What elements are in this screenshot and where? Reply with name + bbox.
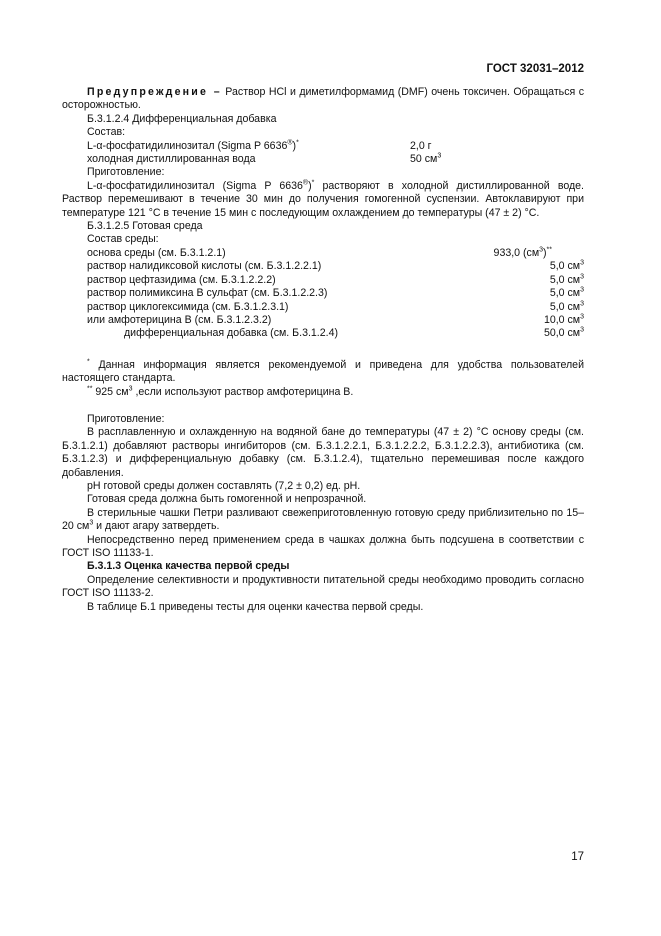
medium-row-name: дифференциальная добавка (см. Б.3.1.2.4) xyxy=(124,327,338,340)
footnote-2: ** 925 $см^3$ ,если используют раствор амфотерицина В. xyxy=(87,385,354,398)
ph-paragraph: pH готовой среды должен составлять (7,2 ± 0,2) ед. pH. xyxy=(87,479,361,492)
medium-row xyxy=(62,260,584,273)
warning-label: Предупреждение – xyxy=(87,86,222,98)
medium-row-name: раствор циклогексимида (см. Б.3.1.2.3.1) xyxy=(87,300,289,313)
medium-row-value: 5,0 $см^3$ xyxy=(549,273,584,286)
medium-row xyxy=(62,247,584,260)
medium-row xyxy=(62,327,584,340)
supplement-preparation-text: L-α-фосфатидилинозитал (Sigma P 6636®)* растворяют в холодной дистиллированной воде. Раствор перемешивают в течение 30 мин до получения гомогенной суспензии. Автоклавируют при температуре 121 °С в течение 15 мин с последующим охлаждением до температуры (47 ± 2) °С. xyxy=(62,179,584,219)
petri-paragraph: В стерильные чашки Петри разливают свежеприготовленную готовую среду приблизительно по 15–20 $см^3$ и дают агару затвердеть. xyxy=(62,506,584,533)
footnote-1: * Данная информация является рекомендуемой и приведена для удобства пользователей настоящего стандарта. xyxy=(62,358,584,385)
composition-item-value: 50 $см^3$ xyxy=(410,152,442,166)
supplement-preparation-label: Приготовление: xyxy=(87,166,165,179)
preparation-paragraph: В расплавленную и охлажденную на водяной бане до температуры (47 ± 2) °С основу среды (см. Б.3.1.2.1) добавляют растворы ингибиторов (см. Б.3.1.2.2.1, Б.3.1.2.2.2, Б.3.1.2.2.3), антибиотика (см. Б.3.1.2.3) и дифференциальную добавку (см. Б.3.1.2.4), тщательно перемешивая после каждого добавления. xyxy=(62,426,584,479)
composition-item xyxy=(62,140,584,153)
ready-medium-composition-label: Состав среды: xyxy=(87,233,159,246)
spacer xyxy=(62,341,584,359)
medium-row-name: или амфотерицина В (см. Б.3.1.2.3.2) xyxy=(87,313,272,326)
medium-row xyxy=(62,314,584,327)
spacer xyxy=(62,399,584,413)
medium-row-name: раствор цефтазидима (см. Б.3.1.2.2.2) xyxy=(87,273,276,286)
medium-row xyxy=(62,301,584,314)
warning-text: Раствор HCl и диметилформамид (DMF) очень токсичен. Обращаться с осторожностью. xyxy=(62,86,584,112)
medium-row-name: раствор полимиксина В сульфат (см. Б.3.1.2.2.3) xyxy=(87,287,328,300)
composition-item-name: L-α-фосфатидилинозитал (Sigma P 6636®)* xyxy=(87,139,299,152)
quality-title: Б.3.1.3 Оценка качества первой среды xyxy=(87,560,290,573)
medium-row-value: 50,0 $см^3$ xyxy=(543,326,584,340)
standard-header: ГОСТ 32031–2012 xyxy=(486,63,584,75)
medium-row-name: основа среды (см. Б.3.1.2.1) xyxy=(87,246,226,259)
medium-row xyxy=(62,287,584,300)
medium-row-name: раствор налидиксовой кислоты (см. Б.3.1.2.2.1) xyxy=(87,260,322,273)
medium-row-value: 5,0 $см^3$ xyxy=(549,286,584,300)
quality-paragraph: Определение селективности и продуктивности питательной среды необходимо проводить согласно ГОСТ ISO 11133-2. xyxy=(62,573,584,600)
supplement-composition-label: Состав: xyxy=(87,126,126,139)
supplement-title: Б.3.1.2.4 Дифференциальная добавка xyxy=(87,112,277,125)
composition-item-value: 2,0 г xyxy=(410,139,432,152)
medium-row-value: 10,0 $см^3$ xyxy=(543,313,584,326)
preparation-label: Приготовление: xyxy=(87,412,165,425)
composition-item xyxy=(62,153,584,166)
composition-item-name: холодная дистиллированная вода xyxy=(87,153,256,166)
quality-table-reference: В таблице Б.1 приведены тесты для оценки качества первой среды. xyxy=(87,600,424,613)
warning-paragraph xyxy=(62,86,584,113)
medium-row-value: 933,0 $(см^3)^{**}$ xyxy=(493,246,552,259)
page-body xyxy=(62,86,584,614)
drying-paragraph: Непосредственно перед применением среда в чашках должна быть подсушена в соответствии с ГОСТ ISO 11133-1. xyxy=(62,533,584,559)
medium-row-value: 5,0 $см^3$ xyxy=(549,259,584,273)
ready-medium-title: Б.3.1.2.5 Готовая среда xyxy=(87,220,203,233)
page-number: 17 xyxy=(571,851,584,863)
homogeneity-paragraph: Готовая среда должна быть гомогенной и непрозрачной. xyxy=(87,493,367,506)
medium-row-value: 5,0 $см^3$ xyxy=(549,299,584,313)
medium-row xyxy=(62,274,584,287)
